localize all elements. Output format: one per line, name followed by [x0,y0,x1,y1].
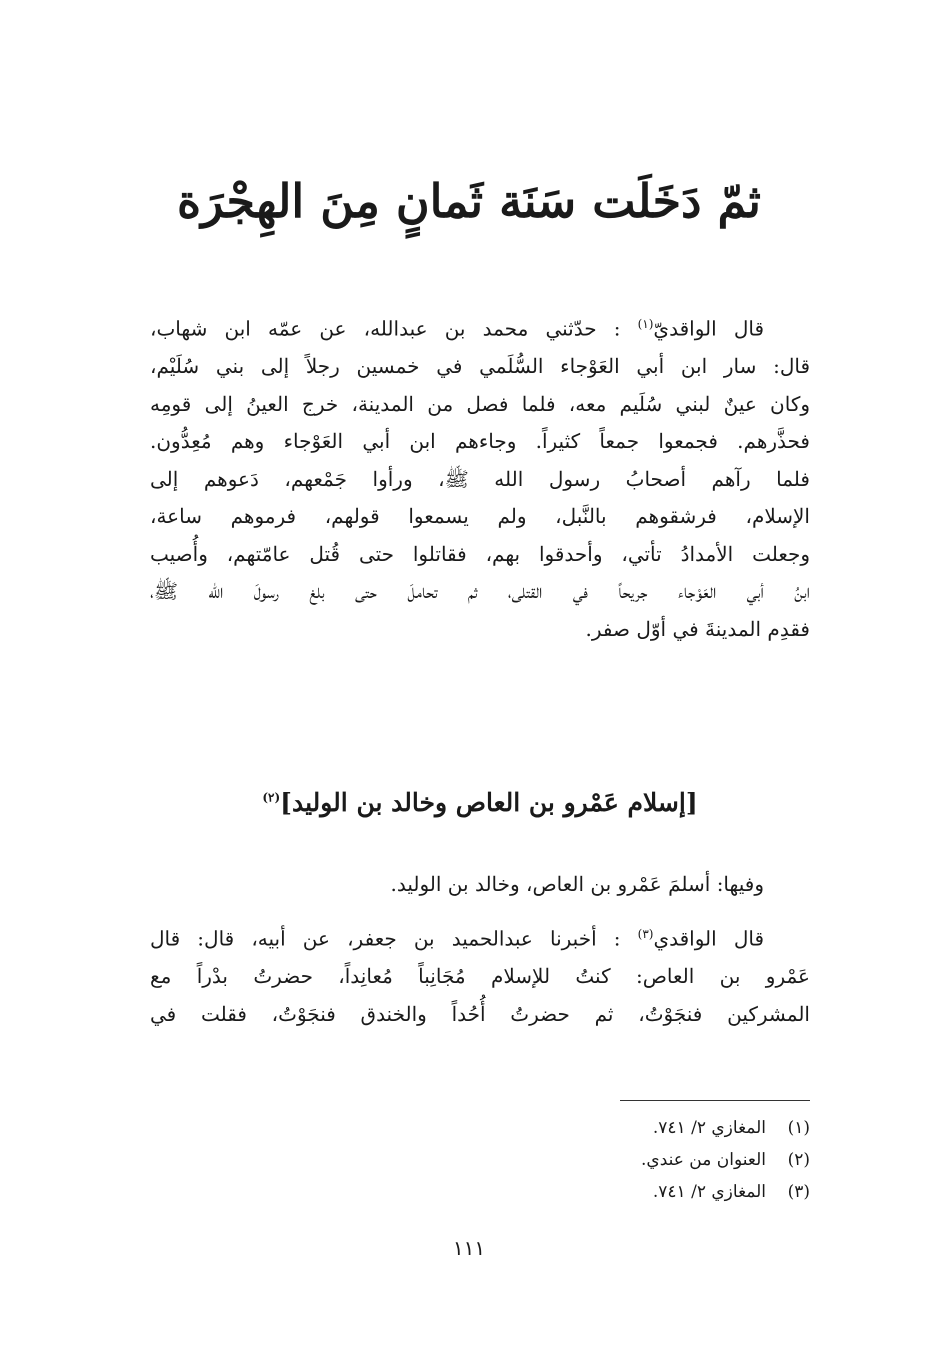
footnotes [641,1112,810,1208]
section-title [150,788,810,817]
paragraph-line: قال: سار ابن أبي العَوْجاء السُّلَمي في خمسين رجلاً إلى بني سُلَيْم، [150,354,810,379]
section-title-text: [إسلام عَمْرو بن العاص وخالد بن الوليد] [280,788,698,817]
paragraph-line: الإسلام، فرشقوهم بالنَّبل، ولم يسمعوا قولهم، فرموهم ساعة، [150,504,810,529]
paragraph-line: ابنُ أبي العَوْجاء جريحاً في القتلى، ثم تحاملَ حتى بلغ رسولَ الله ﷺ، [150,579,810,604]
line-text: قال الواقديّ [653,316,764,341]
paragraph-line: فقدِم المدينةَ في أوّل صفر. [585,616,810,641]
footnote-number: (١) [787,1118,810,1138]
footnote-ref-2[interactable]: (٢) [262,790,281,805]
paragraph-line: فلما رآهم أصحابُ رسول الله ﷺ، ورأوا جَمْعهم، دَعوهم إلى [150,466,810,491]
footnote-number: (٣) [787,1182,810,1202]
paragraph-waqidi-1 [150,306,810,648]
footnote-3 [641,1176,810,1208]
paragraph-line: المشركين فنجَوْتُ، ثم حضرتُ أُحُداً والخندق فنجَوْتُ، فقلت في [150,1001,810,1026]
paragraph-line [150,306,810,348]
footnote-ref-1[interactable]: (١) [637,317,654,331]
footnote-1 [641,1112,810,1144]
footnote-number: (٢) [787,1150,810,1170]
line-text: : حدّثني محمد بن عبدالله، عن عمّه ابن شهاب، [150,316,621,341]
paragraph-line [150,916,810,958]
footnote-text: العنوان من عندي. [641,1150,766,1170]
paragraph-line: وفيها: أسلمَ عَمْرو بن العاص، وخالد بن الوليد. [390,872,764,896]
footnote-text: المغازي ٢/ ٧٤١. [652,1182,766,1202]
paragraph-waqidi-3 [150,916,810,1033]
footnote-ref-3[interactable]: (٣) [637,927,654,941]
line-text: قال الواقدي [653,926,765,951]
paragraph-line: وكان عينٌ لبني سُلَيم معه، فلما فصل من المدينة، خرج العينُ إلى قومِه [150,391,810,416]
paragraph-line: فحذَّرهم. فجمعوا جمعاً كثيراً. وجاءهم ابن أبي العَوْجاء وهم مُعِدُّون. [150,429,810,454]
line-text: : أخبرنا عبدالحميد بن جعفر، عن أبيه، قال: قال [150,926,621,951]
footnote-2 [641,1144,810,1176]
paragraph-fiha [150,866,810,904]
paragraph-line: وجعلت الأمدادُ تأتي، وأحدقوا بهم، فقاتلوا حتى قُتل عامّتهم، وأُصيب [150,541,810,566]
footnote-text: المغازي ٢/ ٧٤١. [652,1118,766,1138]
page-number: ١١١ [452,1236,486,1260]
paragraph-line: عَمْرو بن العاص: كنتُ للإسلام مُجَانِباً مُعانِداً، حضرتُ بدْراً مع [150,964,810,989]
chapter-title: ثمّ دَخَلَت سَنَة ثَمانٍ مِنَ الهِجْرَة [177,174,761,228]
footnote-divider [620,1100,810,1101]
